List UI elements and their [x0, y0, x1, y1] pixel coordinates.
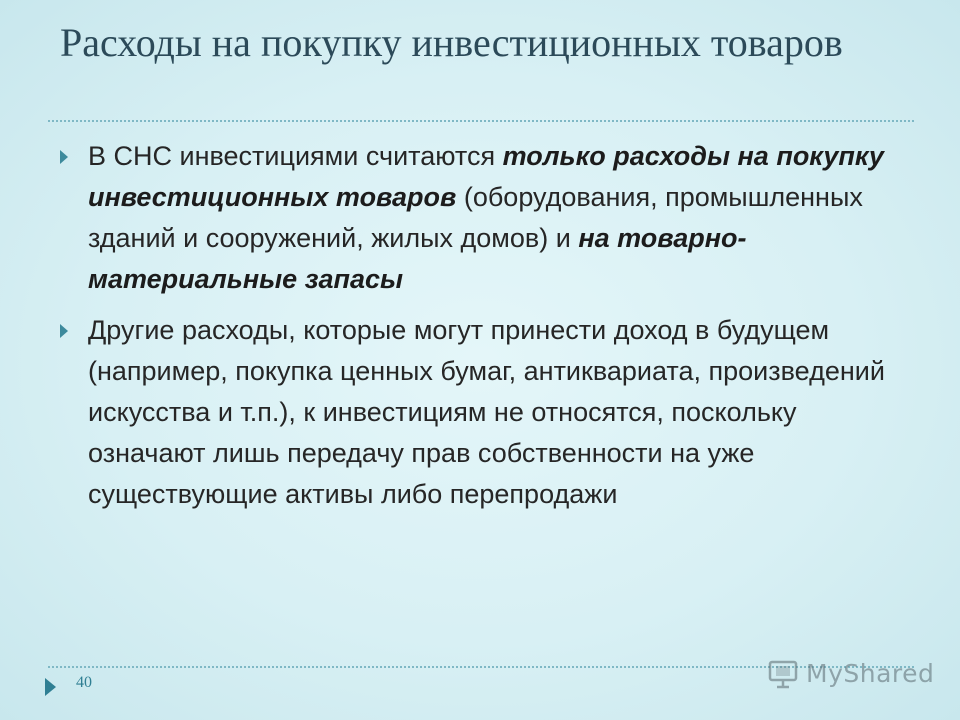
bullet-text-segment: Другие расходы, которые могут принести доход в будущем (например, покупка ценных бумаг, антиквариата, произведений искусства и т.п.), к инвестициям не относятся, поскольку означают лишь передачу прав собственности на уже существующие активы либо перепродажи	[88, 315, 885, 509]
title-divider	[48, 120, 914, 122]
bullet-list	[60, 136, 910, 525]
page-number: 40	[76, 674, 92, 691]
bullet-emphasis: на товарно-материальные запасы	[88, 223, 747, 294]
presentation-board-icon	[766, 656, 800, 690]
bullet-item	[60, 136, 910, 300]
slide-title: Расходы на покупку инвестиционных товаров	[60, 20, 843, 65]
watermark-text: MyShared	[806, 658, 935, 688]
bullet-arrow-icon	[60, 324, 68, 338]
bullet-text-segment: (оборудования, промышленных зданий и сооружений, жилых домов) и	[88, 182, 863, 253]
bullet-item	[60, 310, 910, 515]
bullet-text-segment: В СНС инвестициями считаются	[88, 141, 503, 171]
bullet-emphasis: только расходы на покупку инвестиционных товаров	[88, 141, 884, 212]
bullet-arrow-icon	[60, 150, 68, 164]
footer-arrow-icon	[45, 678, 56, 696]
watermark	[766, 656, 934, 690]
